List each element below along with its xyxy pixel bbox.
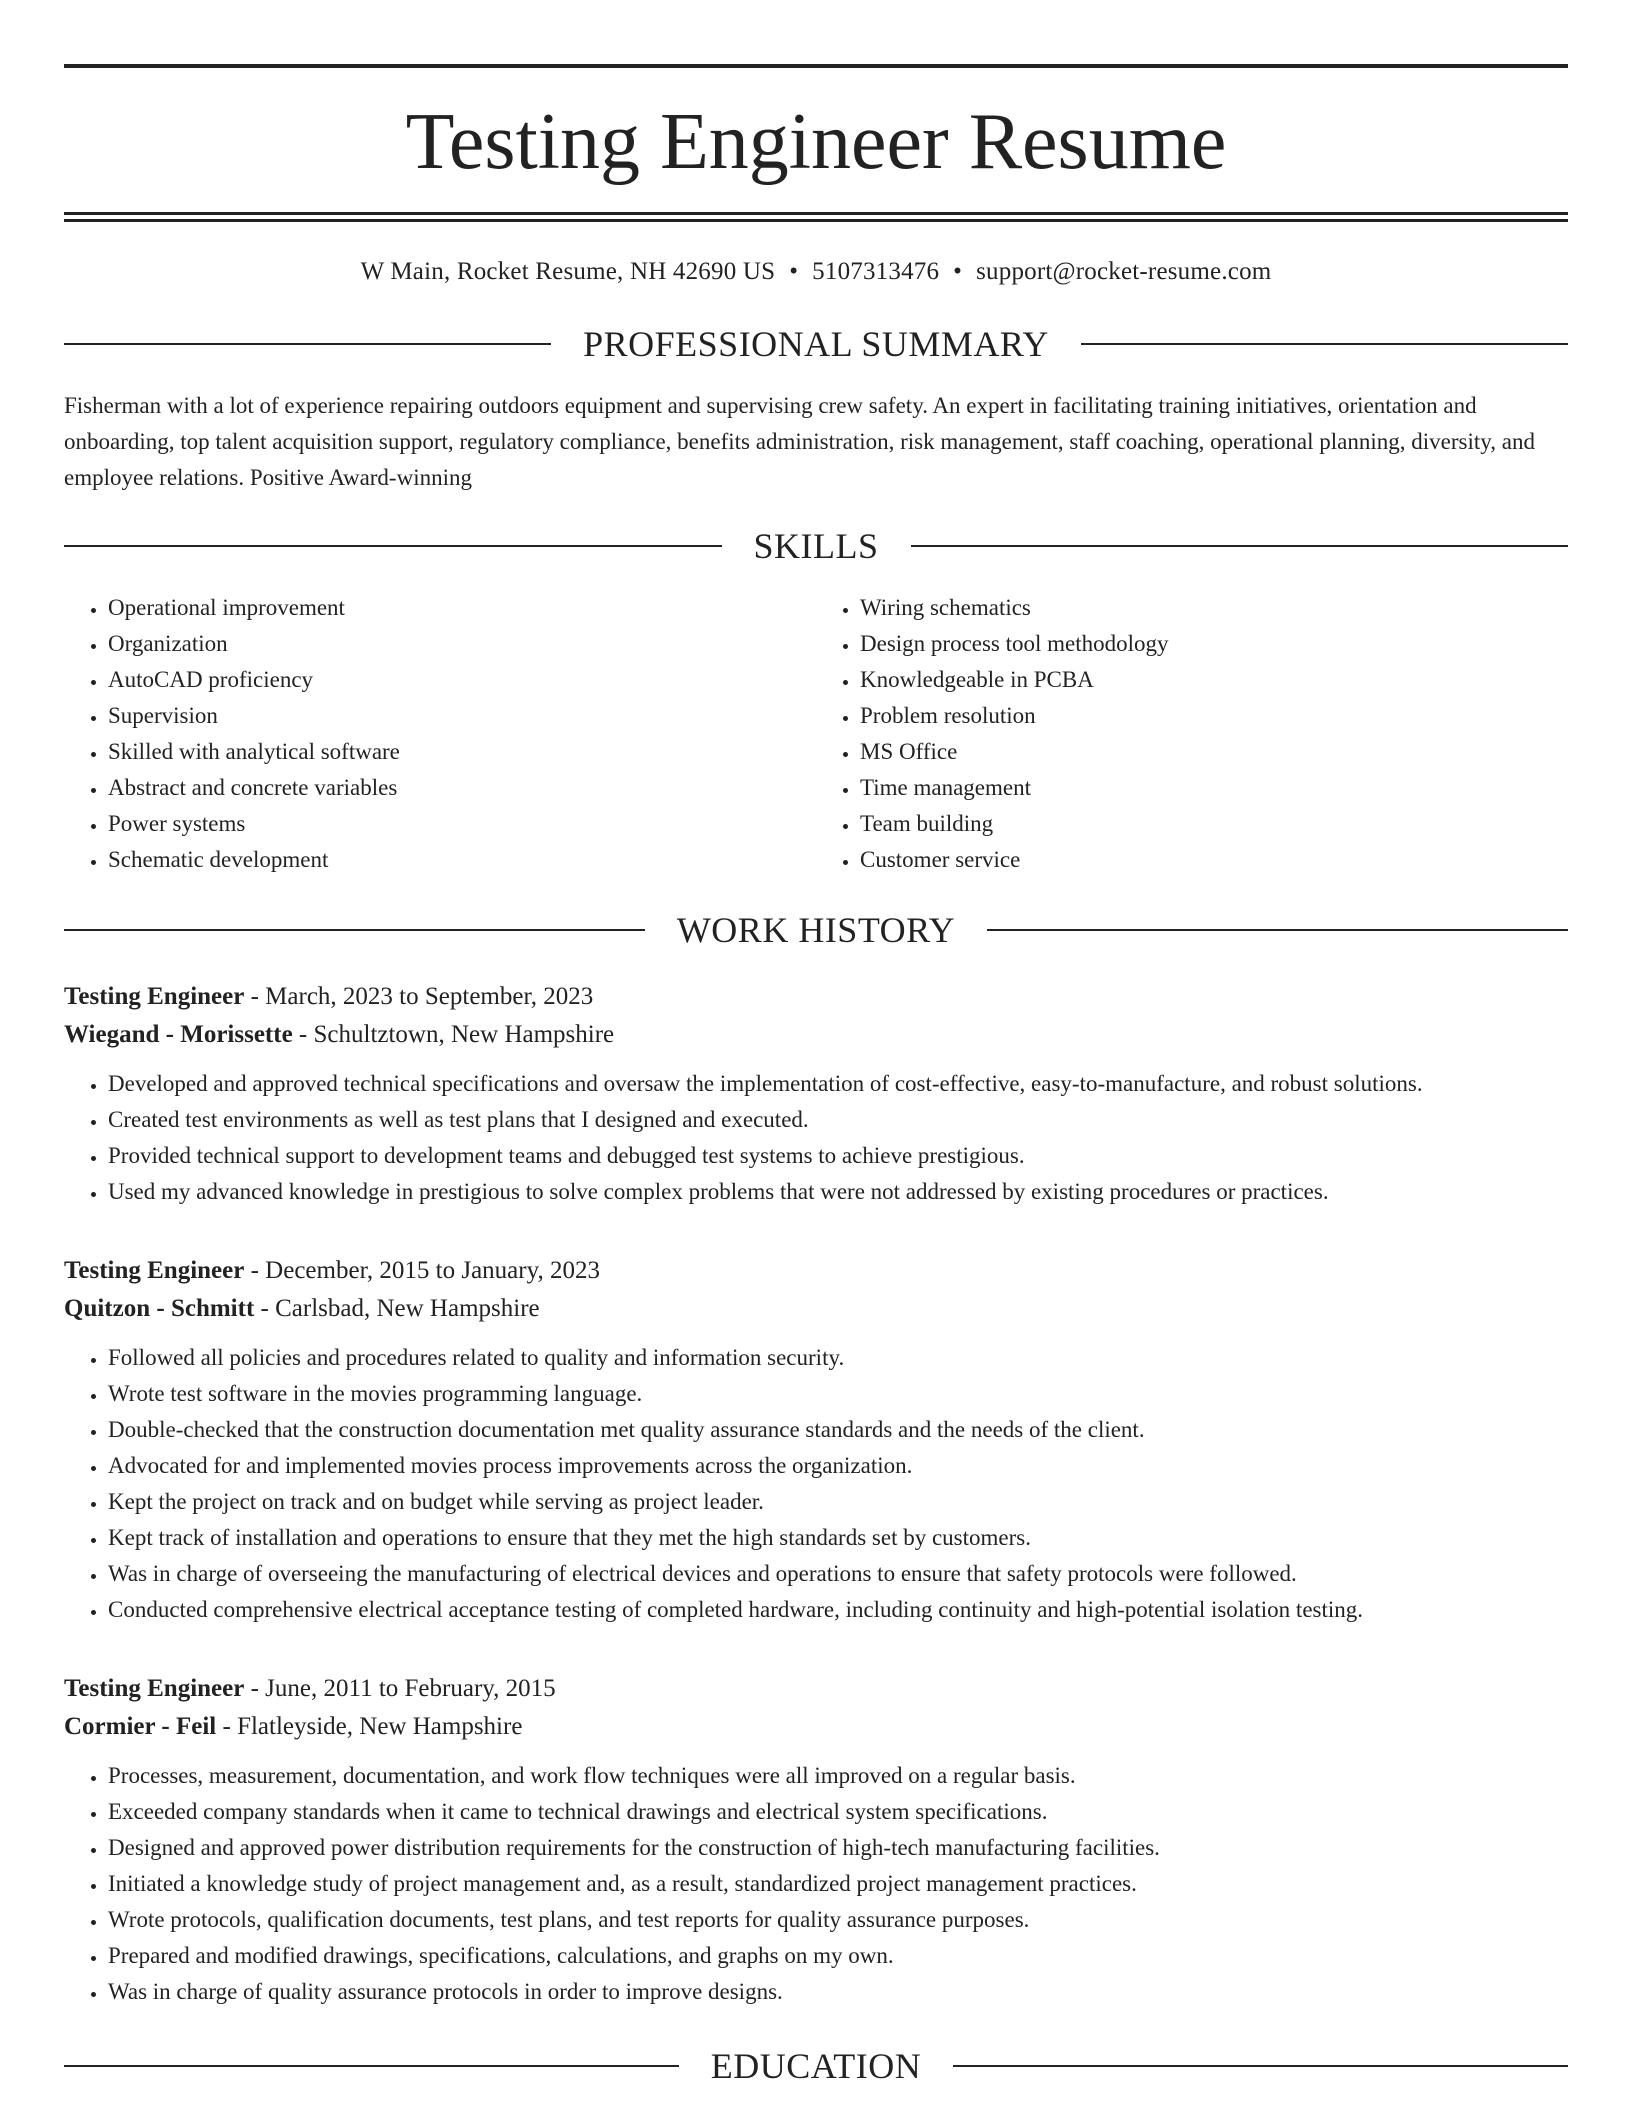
job-company: Quitzon - Schmitt	[64, 1295, 255, 1322]
summary-text: Fisherman with a lot of experience repairing outdoors equipment and supervising crew safety. An expert in facilitating training initiatives, orientation and onboarding, top talent acquisition support, regulatory compliance, benefits administration, risk management, staff coaching, operational planning, diversity, and employee relations. Positive Award-winning	[64, 393, 1535, 490]
job-entry	[64, 1670, 1568, 2010]
skill-item: • Organization	[108, 626, 816, 662]
job-bullet: • Advocated for and implemented movies process improvements across the organization.	[108, 1448, 1568, 1484]
contact-separator: •	[953, 258, 963, 285]
job-title-line	[64, 1670, 1568, 1708]
job-bullet: • Provided technical support to development teams and debugged test systems to achieve prestigious.	[108, 1138, 1568, 1174]
job-company-line	[64, 1290, 1568, 1328]
contact-address: W Main, Rocket Resume, NH 42690 US	[360, 258, 776, 285]
section-title: PROFESSIONAL SUMMARY	[583, 324, 1049, 364]
skill-item: • Wiring schematics	[860, 590, 1568, 626]
skills-column-right	[816, 590, 1568, 878]
job-bullet: • Used my advanced knowledge in prestigious to solve complex problems that were not addressed by existing procedures or practices.	[108, 1174, 1568, 1210]
skill-item: • Design process tool methodology	[860, 626, 1568, 662]
job-entry	[64, 1252, 1568, 1628]
skill-item: • Time management	[860, 770, 1568, 806]
job-company: Wiegand - Morissette	[64, 1021, 293, 1048]
heading-rule	[911, 545, 1569, 547]
heading-rule	[64, 929, 645, 931]
job-bullet: • Conducted comprehensive electrical acceptance testing of completed hardware, including continuity and high-potential isolation testing.	[108, 1592, 1568, 1628]
contact-line	[64, 258, 1568, 286]
contact-separator: •	[789, 258, 799, 285]
job-company-line	[64, 1708, 1568, 1746]
job-dates: - June, 2011 to February, 2015	[244, 1675, 556, 1702]
skills-list	[64, 590, 1568, 878]
section-title: WORK HISTORY	[676, 910, 956, 950]
skill-item: • Schematic development	[108, 842, 816, 878]
section-heading-work-history	[64, 912, 1568, 948]
resume-page	[64, 64, 1568, 2084]
job-dates: - December, 2015 to January, 2023	[244, 1257, 600, 1284]
top-rule	[64, 64, 1568, 68]
skill-item: • Operational improvement	[108, 590, 816, 626]
work-history-list	[64, 978, 1568, 2010]
skill-item: • Skilled with analytical software	[108, 734, 816, 770]
job-bullet: • Developed and approved technical specifications and oversaw the implementation of cost-effective, easy-to-manufacture, and robust solutions.	[108, 1066, 1568, 1102]
skill-item: • MS Office	[860, 734, 1568, 770]
heading-rule	[64, 343, 551, 345]
resume-title: Testing Engineer Resume	[405, 98, 1227, 186]
heading-rule	[64, 2065, 679, 2067]
job-bullet: • Exceeded company standards when it came to technical drawings and electrical system specifications.	[108, 1794, 1568, 1830]
job-bullet: • Created test environments as well as test plans that I designed and executed.	[108, 1102, 1568, 1138]
job-company: Cormier - Feil	[64, 1713, 217, 1740]
job-company-line	[64, 1016, 1568, 1054]
skill-item: • Knowledgeable in PCBA	[860, 662, 1568, 698]
heading-rule	[953, 2065, 1568, 2067]
job-bullet: • Was in charge of quality assurance protocols in order to improve designs.	[108, 1974, 1568, 2010]
contact-phone: 5107313476	[812, 258, 940, 285]
skill-item: • Team building	[860, 806, 1568, 842]
skill-item: • AutoCAD proficiency	[108, 662, 816, 698]
job-bullet: • Wrote test software in the movies programming language.	[108, 1376, 1568, 1412]
job-bullet: • Was in charge of overseeing the manufacturing of electrical devices and operations to ensure that safety protocols were followed.	[108, 1556, 1568, 1592]
contact-email: support@rocket-resume.com	[976, 258, 1272, 285]
job-dates: - March, 2023 to September, 2023	[244, 983, 594, 1010]
job-bullet: • Processes, measurement, documentation, and work flow techniques were all improved on a regular basis.	[108, 1758, 1568, 1794]
job-title-line	[64, 978, 1568, 1016]
skill-item: • Abstract and concrete variables	[108, 770, 816, 806]
job-bullets	[64, 1066, 1568, 1210]
job-bullet: • Kept the project on track and on budget while serving as project leader.	[108, 1484, 1568, 1520]
heading-rule	[987, 929, 1568, 931]
skill-item: • Supervision	[108, 698, 816, 734]
job-location: - Flatleyside, New Hampshire	[216, 1713, 523, 1740]
skill-item: • Customer service	[860, 842, 1568, 878]
heading-rule	[64, 545, 722, 547]
job-bullet: • Initiated a knowledge study of project management and, as a result, standardized project management practices.	[108, 1866, 1568, 1902]
section-heading-skills	[64, 528, 1568, 564]
job-bullets	[64, 1758, 1568, 2010]
job-title: Testing Engineer	[64, 983, 245, 1010]
job-bullets	[64, 1340, 1568, 1628]
job-bullet: • Double-checked that the construction documentation met quality assurance standards and the needs of the client.	[108, 1412, 1568, 1448]
job-bullet: • Prepared and modified drawings, specifications, calculations, and graphs on my own.	[108, 1938, 1568, 1974]
skill-item: • Problem resolution	[860, 698, 1568, 734]
job-entry	[64, 978, 1568, 1210]
heading-rule	[1081, 343, 1568, 345]
skill-item: • Power systems	[108, 806, 816, 842]
job-title-line	[64, 1252, 1568, 1290]
section-heading-education	[64, 2048, 1568, 2084]
section-title: SKILLS	[753, 526, 879, 566]
skills-column-left	[64, 590, 816, 878]
job-location: - Carlsbad, New Hampshire	[254, 1295, 540, 1322]
job-bullet: • Designed and approved power distribution requirements for the construction of high-tech manufacturing facilities.	[108, 1830, 1568, 1866]
job-title: Testing Engineer	[64, 1257, 245, 1284]
job-bullet: • Kept track of installation and operations to ensure that they met the high standards set by customers.	[108, 1520, 1568, 1556]
section-heading-summary	[64, 326, 1568, 362]
job-title: Testing Engineer	[64, 1675, 245, 1702]
job-location: - Schultztown, New Hampshire	[292, 1021, 615, 1048]
section-title: EDUCATION	[710, 2046, 922, 2086]
job-bullet: • Followed all policies and procedures related to quality and information security.	[108, 1340, 1568, 1376]
title-double-rule	[64, 212, 1568, 222]
job-bullet: • Wrote protocols, qualification documents, test plans, and test reports for quality assurance purposes.	[108, 1902, 1568, 1938]
